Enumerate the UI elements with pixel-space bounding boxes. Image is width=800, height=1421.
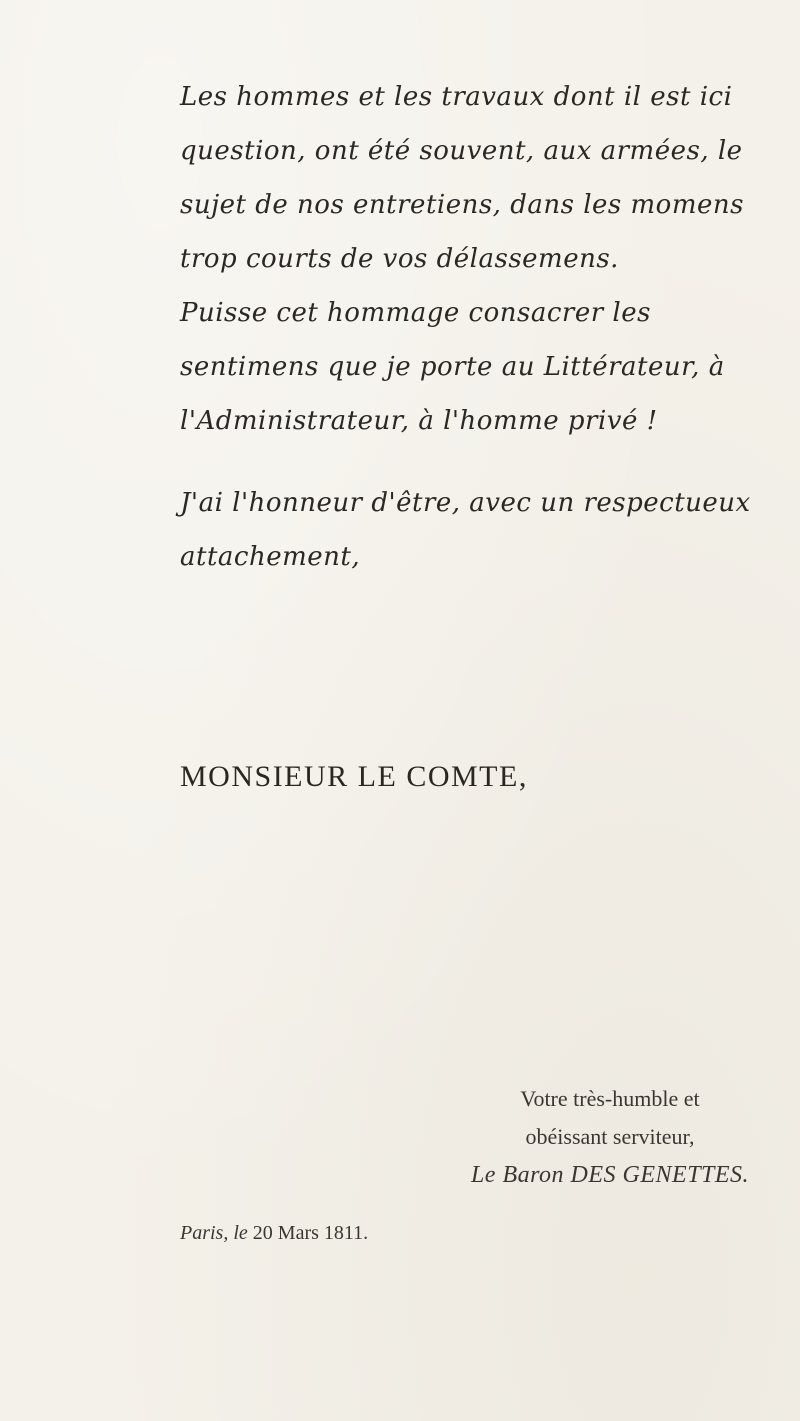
letter-paragraph-1: Les hommes et les travaux dont il est ici question, ont été souvent, aux armées, le sujet de nos entretiens, dans les momens trop courts de vos délassemens. bbox=[180, 82, 744, 274]
letter-paragraph-2: Puisse cet hommage consacrer les sentimens que je porte au Littérateur, à l'Administrateur, à l'homme privé ! bbox=[180, 298, 725, 436]
date: 20 Mars 1811. bbox=[252, 1222, 369, 1244]
place: Paris, bbox=[180, 1222, 229, 1244]
place-date bbox=[180, 1222, 368, 1245]
dedication-letter bbox=[180, 70, 780, 584]
date-prefix: le bbox=[233, 1222, 248, 1244]
closing-line-1: Votre très-humble et bbox=[520, 1086, 700, 1111]
closing-line-2: obéissant serviteur, bbox=[525, 1124, 695, 1149]
signature: Le Baron DES GENETTES. bbox=[470, 1162, 750, 1188]
closing-block bbox=[420, 1080, 800, 1194]
letter-paragraph-3: J'ai l'honneur d'être, avec un respectueux attachement, bbox=[180, 488, 751, 572]
addressee-heading: MONSIEUR LE COMTE, bbox=[180, 760, 528, 793]
